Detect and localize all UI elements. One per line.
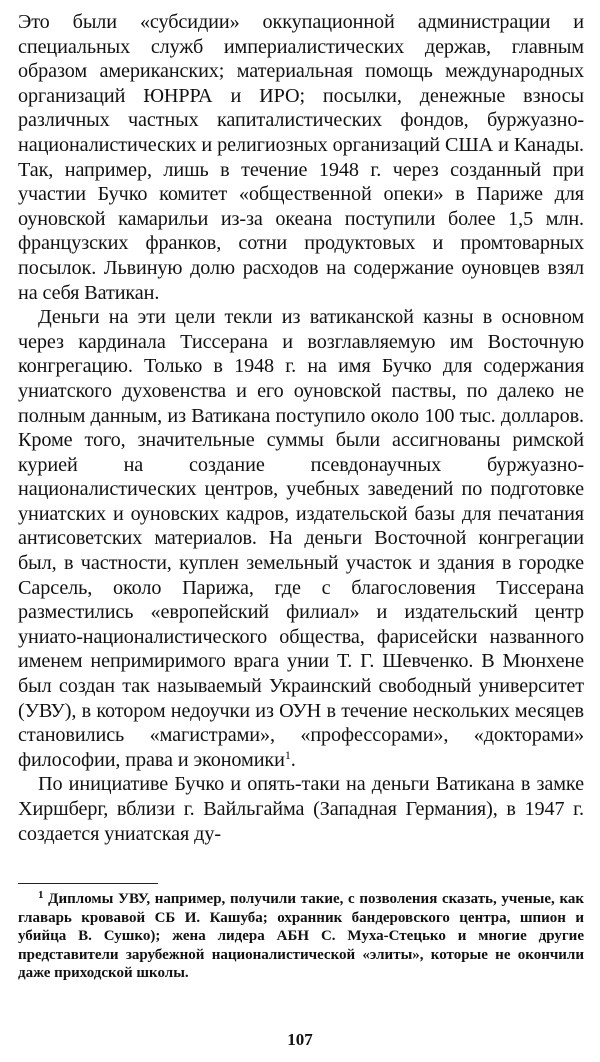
page-body [18,10,584,846]
page-number: 107 [287,1030,313,1049]
paragraph-1: Это были «субсидии» оккупационной администрации и специальных служб империалистических держав, главным образом американских; материальная помощь международных организаций ЮНРРА и ИРО; посылки, денежные взносы различных частных капиталистических фондов, буржуазно-националистических и религиозных организаций США и Канады. Так, например, лишь в течение 1948 г. через созданный при участии Бучко комитет «общественной опеки» в Париже для оуновской камарильи из-за океана поступили более 1,5 млн. французских франков, сотни продуктовых и промтоварных посылок. Львиную долю расходов на содержание оуновцев взял на себя Ватикан. [18,11,584,304]
paragraph-2-end: . [290,748,296,771]
paragraph-3: По инициативе Бучко и опять-таки на деньги Ватикана в замке Хиршберг, вблизи г. Вайльгайма (Западная Германия), в 1947 г. создается униатская ду- [18,773,584,845]
paragraph-2-text: Деньги на эти цели текли из ватиканской казны в основном через кардинала Тиссерана и возглавляемую им Восточную конгрегацию. Только в 1948 г. на имя Бучко для содержания униатского духовенства и его оуновской паствы, по далеко не полным данным, из Ватикана поступило около 100 тыс. долларов. Кроме того, значительные суммы были ассигнованы римской курией на создание псевдонаучных буржуазно-националистических центров, учебных заведений по подготовке униатских и оуновских кадров, издательской базы для печатания антисоветских материалов. На деньги Восточной конгрегации был, в частности, куплен земельный участок и здания в городке Сарсель, около Парижа, где с благословения Тиссерана разместились «европейский филиал» и издательский центр униато-националистического общества, фарисейски названного именем непримиримого врага унии Т. Г. Шевченко. В Мюнхене был создан так называемый Украинский свободный университет (УВУ), в котором недоучки из ОУН в течение нескольких месяцев становились «магистрами», «профессорами», «докторами» философии, права и экономики [18,306,584,771]
paragraph-2 [18,305,584,772]
footnote-text: Дипломы УВУ, например, получили такие, с позволения сказать, ученые, как главарь кровавой СБ И. Кашуба; охранник бандеровского центра, шпион и убийца В. Сушко); жена лидера АБН С. Муха-Стецько и многие другие представители зарубежной националистической «элиты», которые не окончили даже приходской школы. [18,891,584,982]
footnote-divider [18,883,158,884]
footnote-mark: 1 [38,889,44,901]
footnote [18,886,584,983]
footnote-reference: 1 [284,747,291,762]
